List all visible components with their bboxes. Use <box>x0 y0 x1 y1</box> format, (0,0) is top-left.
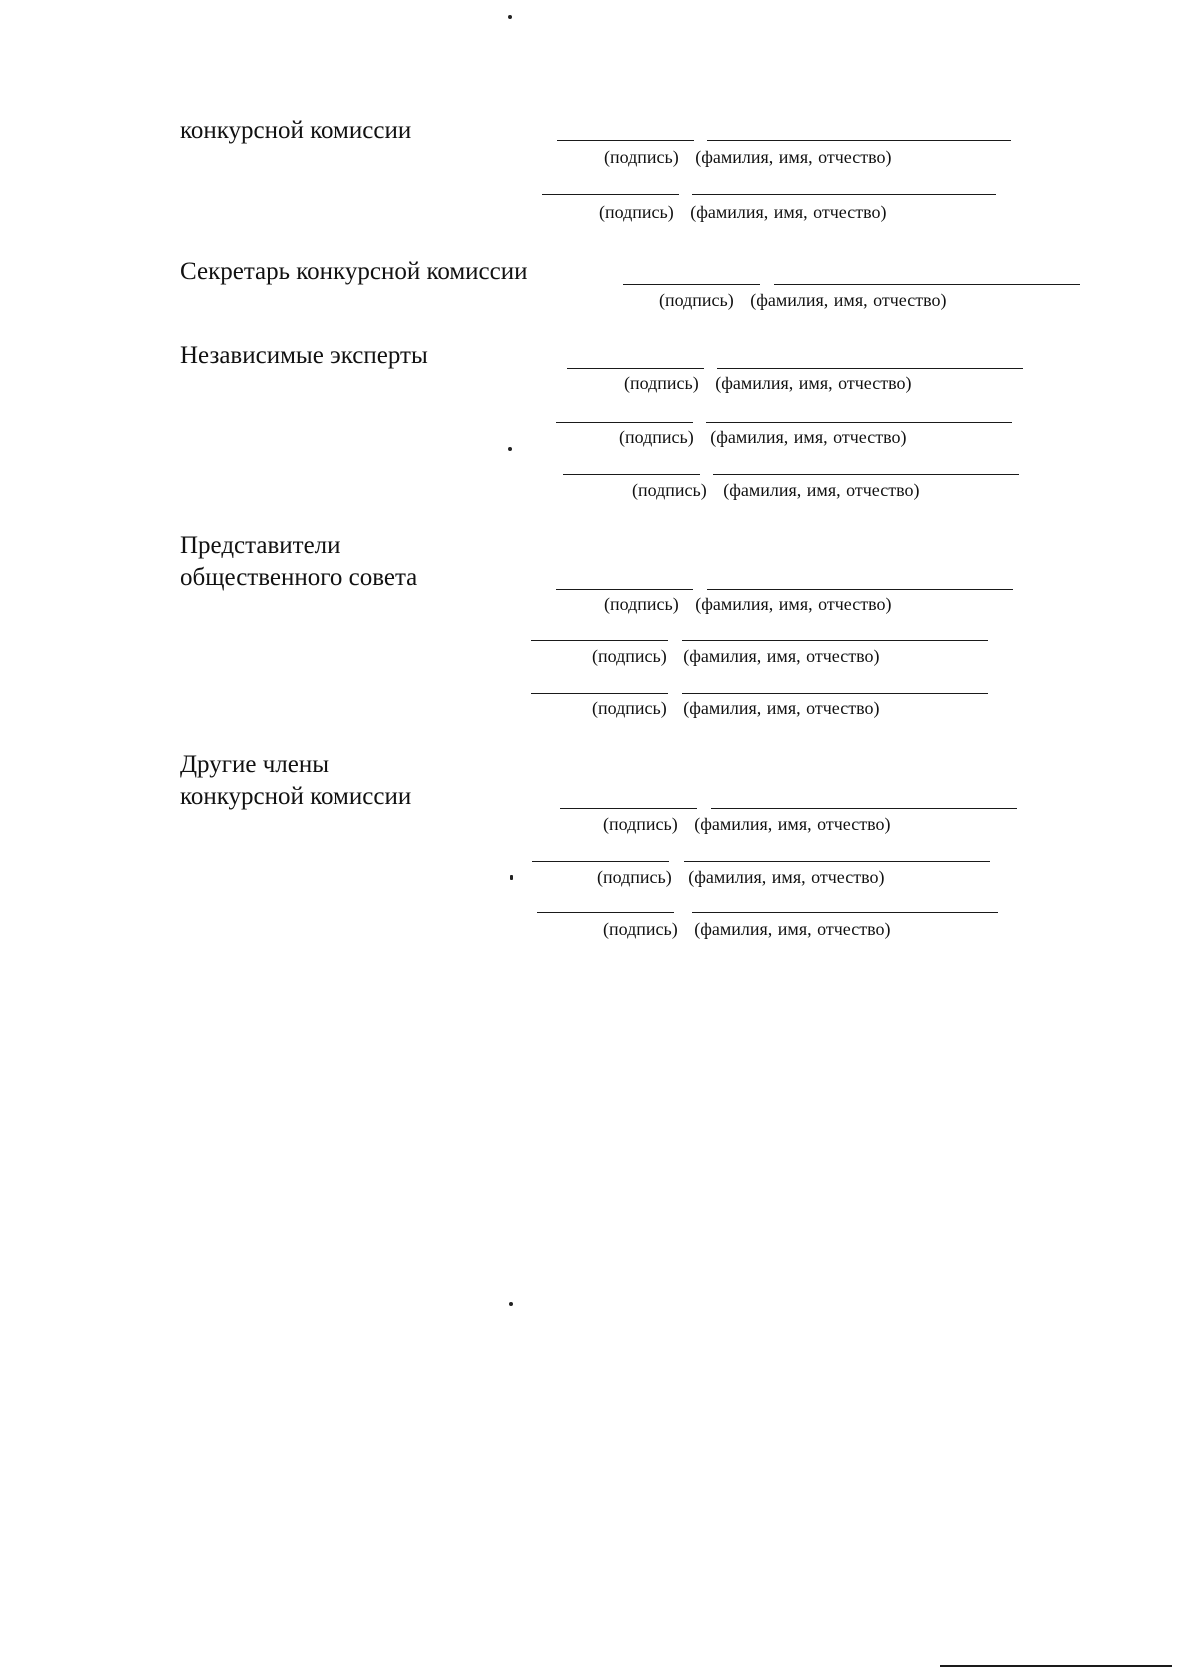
caption-full-name: (фамилия, имя, отчество) <box>694 919 891 939</box>
caption-full-name: (фамилия, имя, отчество) <box>690 202 887 222</box>
signature-line <box>531 640 668 641</box>
caption-full-name: (фамилия, имя, отчество) <box>710 427 907 447</box>
caption-signature: (подпись) <box>597 867 672 887</box>
scan-speck <box>509 1302 513 1306</box>
signature-line <box>532 861 669 862</box>
caption-signature: (подпись) <box>599 202 674 222</box>
caption-signature: (подпись) <box>604 594 679 614</box>
caption-full-name: (фамилия, имя, отчество) <box>694 814 891 834</box>
caption-signature: (подпись) <box>659 290 734 310</box>
signature-caption <box>604 146 891 168</box>
name-line <box>692 912 998 913</box>
section-label-other-members <box>180 749 411 813</box>
signature-line <box>567 368 704 369</box>
name-line <box>707 589 1013 590</box>
signature-line <box>531 693 668 694</box>
label-line: конкурсной комиссии <box>180 783 412 810</box>
signature-line <box>563 474 700 475</box>
signature-caption <box>619 426 906 448</box>
name-line <box>707 140 1011 141</box>
signature-caption <box>592 697 879 719</box>
name-line <box>682 640 988 641</box>
caption-signature: (подпись) <box>624 373 699 393</box>
scan-speck <box>508 447 512 451</box>
caption-signature: (подпись) <box>603 919 678 939</box>
section-label-secretary <box>180 256 528 288</box>
section-label-commission <box>180 115 411 147</box>
caption-full-name: (фамилия, имя, отчество) <box>683 698 880 718</box>
label-line: конкурсной комиссии <box>180 117 412 144</box>
signature-line <box>542 194 679 195</box>
caption-full-name: (фамилия, имя, отчество) <box>723 480 920 500</box>
label-line: Другие члены <box>180 751 330 778</box>
signature-caption <box>597 866 884 888</box>
signature-line <box>556 422 693 423</box>
scan-speck <box>508 15 512 19</box>
scan-speck <box>510 875 513 880</box>
name-line <box>713 474 1019 475</box>
signature-line <box>560 808 697 809</box>
section-label-experts <box>180 340 428 372</box>
signature-caption <box>603 813 890 835</box>
caption-signature: (подпись) <box>632 480 707 500</box>
caption-full-name: (фамилия, имя, отчество) <box>683 646 880 666</box>
label-line: Представители <box>180 532 341 559</box>
name-line <box>684 861 990 862</box>
name-line <box>711 808 1017 809</box>
signature-line <box>537 912 674 913</box>
name-line <box>682 693 988 694</box>
caption-signature: (подпись) <box>592 646 667 666</box>
footer-rule <box>940 1665 1172 1667</box>
signature-caption <box>599 201 886 223</box>
signature-line <box>556 589 693 590</box>
name-line <box>717 368 1023 369</box>
caption-signature: (подпись) <box>603 814 678 834</box>
caption-signature: (подпись) <box>619 427 694 447</box>
signature-caption <box>603 918 890 940</box>
signature-line <box>623 284 760 285</box>
caption-full-name: (фамилия, имя, отчество) <box>715 373 912 393</box>
label-line: общественного совета <box>180 564 418 591</box>
caption-signature: (подпись) <box>592 698 667 718</box>
signature-caption <box>632 479 919 501</box>
caption-full-name: (фамилия, имя, отчество) <box>750 290 947 310</box>
signature-caption <box>659 289 946 311</box>
signature-caption <box>592 645 879 667</box>
signature-caption <box>624 372 911 394</box>
caption-full-name: (фамилия, имя, отчество) <box>695 594 892 614</box>
name-line <box>774 284 1080 285</box>
caption-full-name: (фамилия, имя, отчество) <box>695 147 892 167</box>
label-line: Независимые эксперты <box>180 342 428 369</box>
caption-signature: (подпись) <box>604 147 679 167</box>
signature-line <box>557 140 694 141</box>
signature-caption <box>604 593 891 615</box>
caption-full-name: (фамилия, имя, отчество) <box>688 867 885 887</box>
name-line <box>692 194 996 195</box>
label-line: Секретарь конкурсной комиссии <box>180 258 528 285</box>
name-line <box>706 422 1012 423</box>
section-label-public-council <box>180 530 417 594</box>
